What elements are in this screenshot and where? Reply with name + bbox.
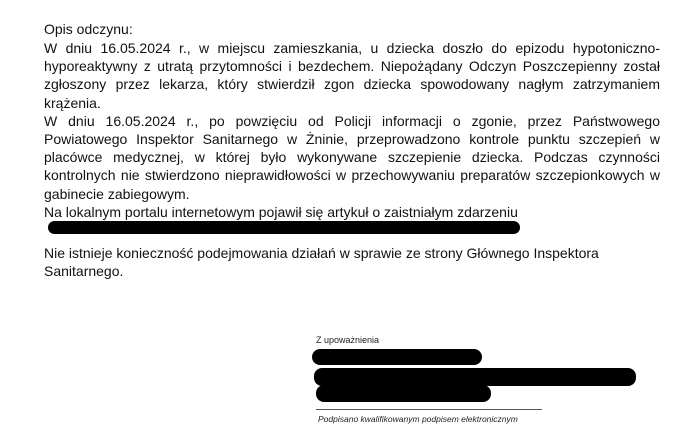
redaction-bar-name xyxy=(312,349,482,365)
signature-footer: Podpisano kwalifikowanym podpisem elektronicznym xyxy=(318,414,518,424)
signature-divider xyxy=(316,409,542,410)
signature-authorization-label: Z upoważnienia xyxy=(316,335,380,345)
paragraph-inspection: W dniu 16.05.2024 r., po powzięciu od Policji informacji o zgonie, przez Państwowego Powiatowego Inspektor Sanitarnego w Żninie, przeprowadzono kontrole punktu szczepień w placówce medycznej, w której było wykonywane szczepienie dziecka. Podczas czynności kontrolnych nie stwierdzono nieprawidłowości w przechowywaniu preparatów szczepionkowych w gabinecie zabiegowym. xyxy=(44,112,660,202)
section-heading: Opis odczynu: xyxy=(44,21,133,37)
redaction-bar-office xyxy=(316,385,491,402)
redaction-bar-link xyxy=(48,221,520,234)
document-body xyxy=(44,20,660,280)
paragraph-article: Na lokalnym portalu internetowym pojawił się artykuł o zaistniałym zdarzeniu xyxy=(44,203,518,220)
signature-block xyxy=(312,335,642,424)
paragraph-incident: W dniu 16.05.2024 r., w miejscu zamieszkania, u dziecka doszło do epizodu hypotoniczno-hyporeaktywny z utratą przytomności i bezdechem. Niepożądany Odczyn Poszczepienny został zgłoszony przez lekarza, który stwierdził zgon dziecka spowodowany nagłym zatrzymaniem krążenia. xyxy=(44,40,660,111)
redaction-bar-title xyxy=(314,368,636,386)
paragraph-conclusion: Nie istnieje konieczność podejmowania działań w sprawie ze strony Głównego Inspektora Sanitarnego. xyxy=(44,245,599,280)
